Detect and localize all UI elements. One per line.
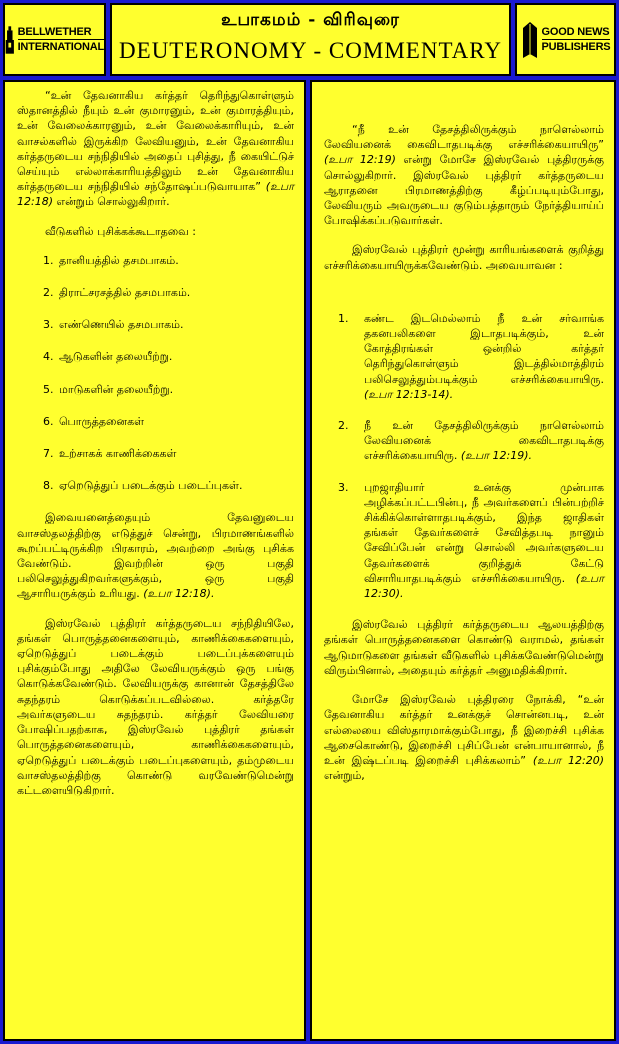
paragraph-tail: என்றும் சொல்லுகிறார். (53, 195, 170, 209)
warnings-list (324, 311, 604, 601)
right-paragraph-3: இஸ்ரவேல் புத்திரர் கர்த்தருடைய ஆலயத்திற்கு தங்கள் பொருத்தனைகளை கொண்டு வராமல், தங்கள் ஆடுமாடுகளை தங்கள் வீடுகளில் புசிக்கவேண்டுமென்று விரும்பினால், அதையும் கர்த்தர் அனுமதிக்கிறார். (324, 618, 604, 677)
right-column (310, 80, 616, 1041)
list-item: 1. தானியத்தில் தசமபாகம். (43, 253, 179, 267)
logo-left-line1: BELLWETHER (18, 25, 104, 40)
bellwether-logo (3, 3, 106, 76)
verse-reference: (உபா 12:19) (324, 153, 396, 167)
verse-reference: (உபா 12:30). (364, 571, 604, 601)
good-news-logo (515, 3, 616, 76)
list-item: 6. பொருத்தனைகள் (43, 414, 145, 428)
logo-right-line2: PUBLISHERS (541, 41, 611, 53)
list-item: 8. ஏறெடுத்துப் படைக்கும் படைப்புகள். (43, 479, 243, 493)
left-column (3, 80, 306, 1041)
left-paragraph-1 (17, 88, 294, 210)
verse-reference: (உபா 12:19). (460, 449, 533, 463)
list-item: 1. கண்ட இடமெல்லாம் நீ உன் சர்வாங்க தகனபலிகளை இடாதபடிக்கும், உன் கோத்திரங்கள் ஒன்றில் கர்த்தர் தெரிந்துகொள்ளும் இடத்தில்மாத்திரம் பலிசெலுத்தும்படிக்கும் எச்சரிக்கையாயிரு. (உபா 12:13-14). (338, 311, 604, 401)
verse-reference: (உபா 12:13-14). (364, 387, 454, 401)
subheading: வீடுகளில் புசிக்கக்கூடாதவை : (45, 224, 196, 238)
left-paragraph-3: இஸ்ரவேல் புத்திரர் கர்த்தருடைய சந்நிதியிலே, தங்கள் பொருத்தனைகளையும், காணிக்கைகளையும், ஏறெடுத்துப் படைக்கும் படைப்புக்களையும் புசிக்கும்போது அதிலே லேவியருக்கும் ஒரு பங்கு கொடுக்கவேண்டும். லேவியருக்கு கானான் தேசத்திலே சுதந்தரம் கொடுக்கப்படவில்லை. கர்த்தரே அவர்களுடைய சுதந்தரம். கர்த்தர் லேவியரை போஷிப்பதற்காக, இஸ்ரவேல் புத்திரர் தங்கள் பொருத்தனைகளையும், காணிக்கைகளையும், ஏறெடுத்துப் படைக்கும் படைப்புகளையும், தம்முடைய வாசஸ்தலத்திற்கு கொண்டு வரவேண்டுமென்று கட்டளையிடுகிறார். (17, 616, 294, 797)
quote-text: “உன் தேவனாகிய கர்த்தர் தெரிந்துகொள்ளும் ஸ்தானத்தில் நீயும் உன் குமாரனும், உன் குமாரத்தியும், உன் வேலைக்காரனும், உன் வேலைக்காரியும், உன் வாசல்களில் இருக்கிற லேவியனும், உன் தேவனாகிய கர்த்தருடைய சந்நிதியில் அதைப் புசித்து, நீ கையிட்டுச் செய்யும் எல்லாக்காரியத்திலும் உன் தேவனாகிய கர்த்தருடைய சந்நிதியில் சந்தோஷப்படுவாயாக” (17, 89, 294, 194)
list-item: 3. எண்ணெயில் தசமபாகம். (43, 318, 184, 332)
verse-reference: (உபா 12:18). (143, 587, 215, 601)
verse-reference: (உபா 12:18) (17, 180, 294, 209)
title-english: DEUTERONOMY - COMMENTARY (119, 38, 502, 63)
verse-reference: (உபா 12:20) (532, 753, 604, 767)
list-item: 5. மாடுகளின் தலையீற்று. (43, 382, 174, 396)
list-item: 2. நீ உன் தேசத்திலிருக்கும் நாளெல்லாம் லேவியனைக் கைவிடாதபடிக்கு எச்சரிக்கையாயிரு. (உபா 12:19). (338, 419, 604, 463)
left-paragraph-2: இவையனைத்தையும் தேவனுடைய வாசஸ்தலத்திற்கு எடுத்துச் சென்று, பிரமாணங்களில் கூறப்பட்டிருக்கிற பிரகாரம், அவற்றை அங்கு புசிக்க வேண்டும். இவற்றின் ஒரு பகுதி பலிசெலுத்துகிறவர்களுக்கும், ஒரு பகுதி ஆசாரியருக்கும் உரியது. (உபா 12:18). (17, 511, 294, 601)
right-paragraph-4: மோசே இஸ்ரவேல் புத்திரரை நோக்கி, “உன் தேவனாகிய கர்த்தர் உனக்குச் சொன்னபடி, உன் எல்லையை விஸ்தாரமாக்கும்போது, நீ இறைச்சி புசிக்க ஆசைகொண்டு, இறைச்சி புசிப்பேன் என்பாயானால், நீ உன் இஷ்டப்படி இறைச்சி புசிக்கலாம்” (உபா 12:20) என்றும், (324, 693, 604, 783)
logo-left-line2: INTERNATIONAL (17, 41, 104, 53)
list-item: 3. புறஜாதியார் உனக்கு முன்பாக அழிக்கப்பட்டபின்பு, நீ அவர்களைப் பின்பற்றிச் சிக்கிக்கொள்ளாதபடிக்கும், இந்த ஜாதிகள் தங்கள் தேவர்களைச் சேவித்தபடி நானும் சேவிப்பேன் என்று சொல்லி அவர்களுடைய தேவர்களைக் குறித்துக் கேட்டு விசாரியாதபடிக்கும் எச்சரிக்கையாயிரு. (உபா 12:30). (338, 480, 604, 601)
list-item: 4. ஆடுகளின் தலையீற்று. (43, 350, 173, 364)
title-tamil: உபாகமம் - விரிவுரை (221, 10, 400, 30)
bell-tower-icon (5, 20, 15, 60)
forbidden-items-list (17, 253, 294, 494)
right-paragraph-2: இஸ்ரவேல் புத்திரர் மூன்று காரியங்களைக் குறித்து எச்சரிக்கையாயிருக்கவேண்டும். அவையாவன : (324, 243, 604, 272)
list-item: 2. திராட்சரசத்தில் தசமபாகம். (43, 286, 191, 300)
title-banner (110, 3, 511, 76)
logo-right-line1: GOOD NEWS (541, 26, 610, 38)
open-book-icon (521, 20, 539, 60)
list-item: 7. உற்சாகக் காணிக்கைகள் (43, 447, 177, 461)
right-paragraph-1: “நீ உன் தேசத்திலிருக்கும் நாளெல்லாம் லேவியனைக் கைவிடாதபடிக்கு எச்சரிக்கையாயிரு” (உபா 12:19) என்று மோசே இஸ்ரவேல் புத்திரருக்கு சொல்லுகிறார். இஸ்ரவேல் புத்திரர் கர்த்தருடைய ஆராதனை பிரமாணத்திற்கு கீழ்ப்படியும்போது, லேவியரும் அவருடைய குடும்பத்தாரும் நேர்த்தியாய்ப் போஷிக்கப்படுவார்கள். (324, 123, 604, 228)
